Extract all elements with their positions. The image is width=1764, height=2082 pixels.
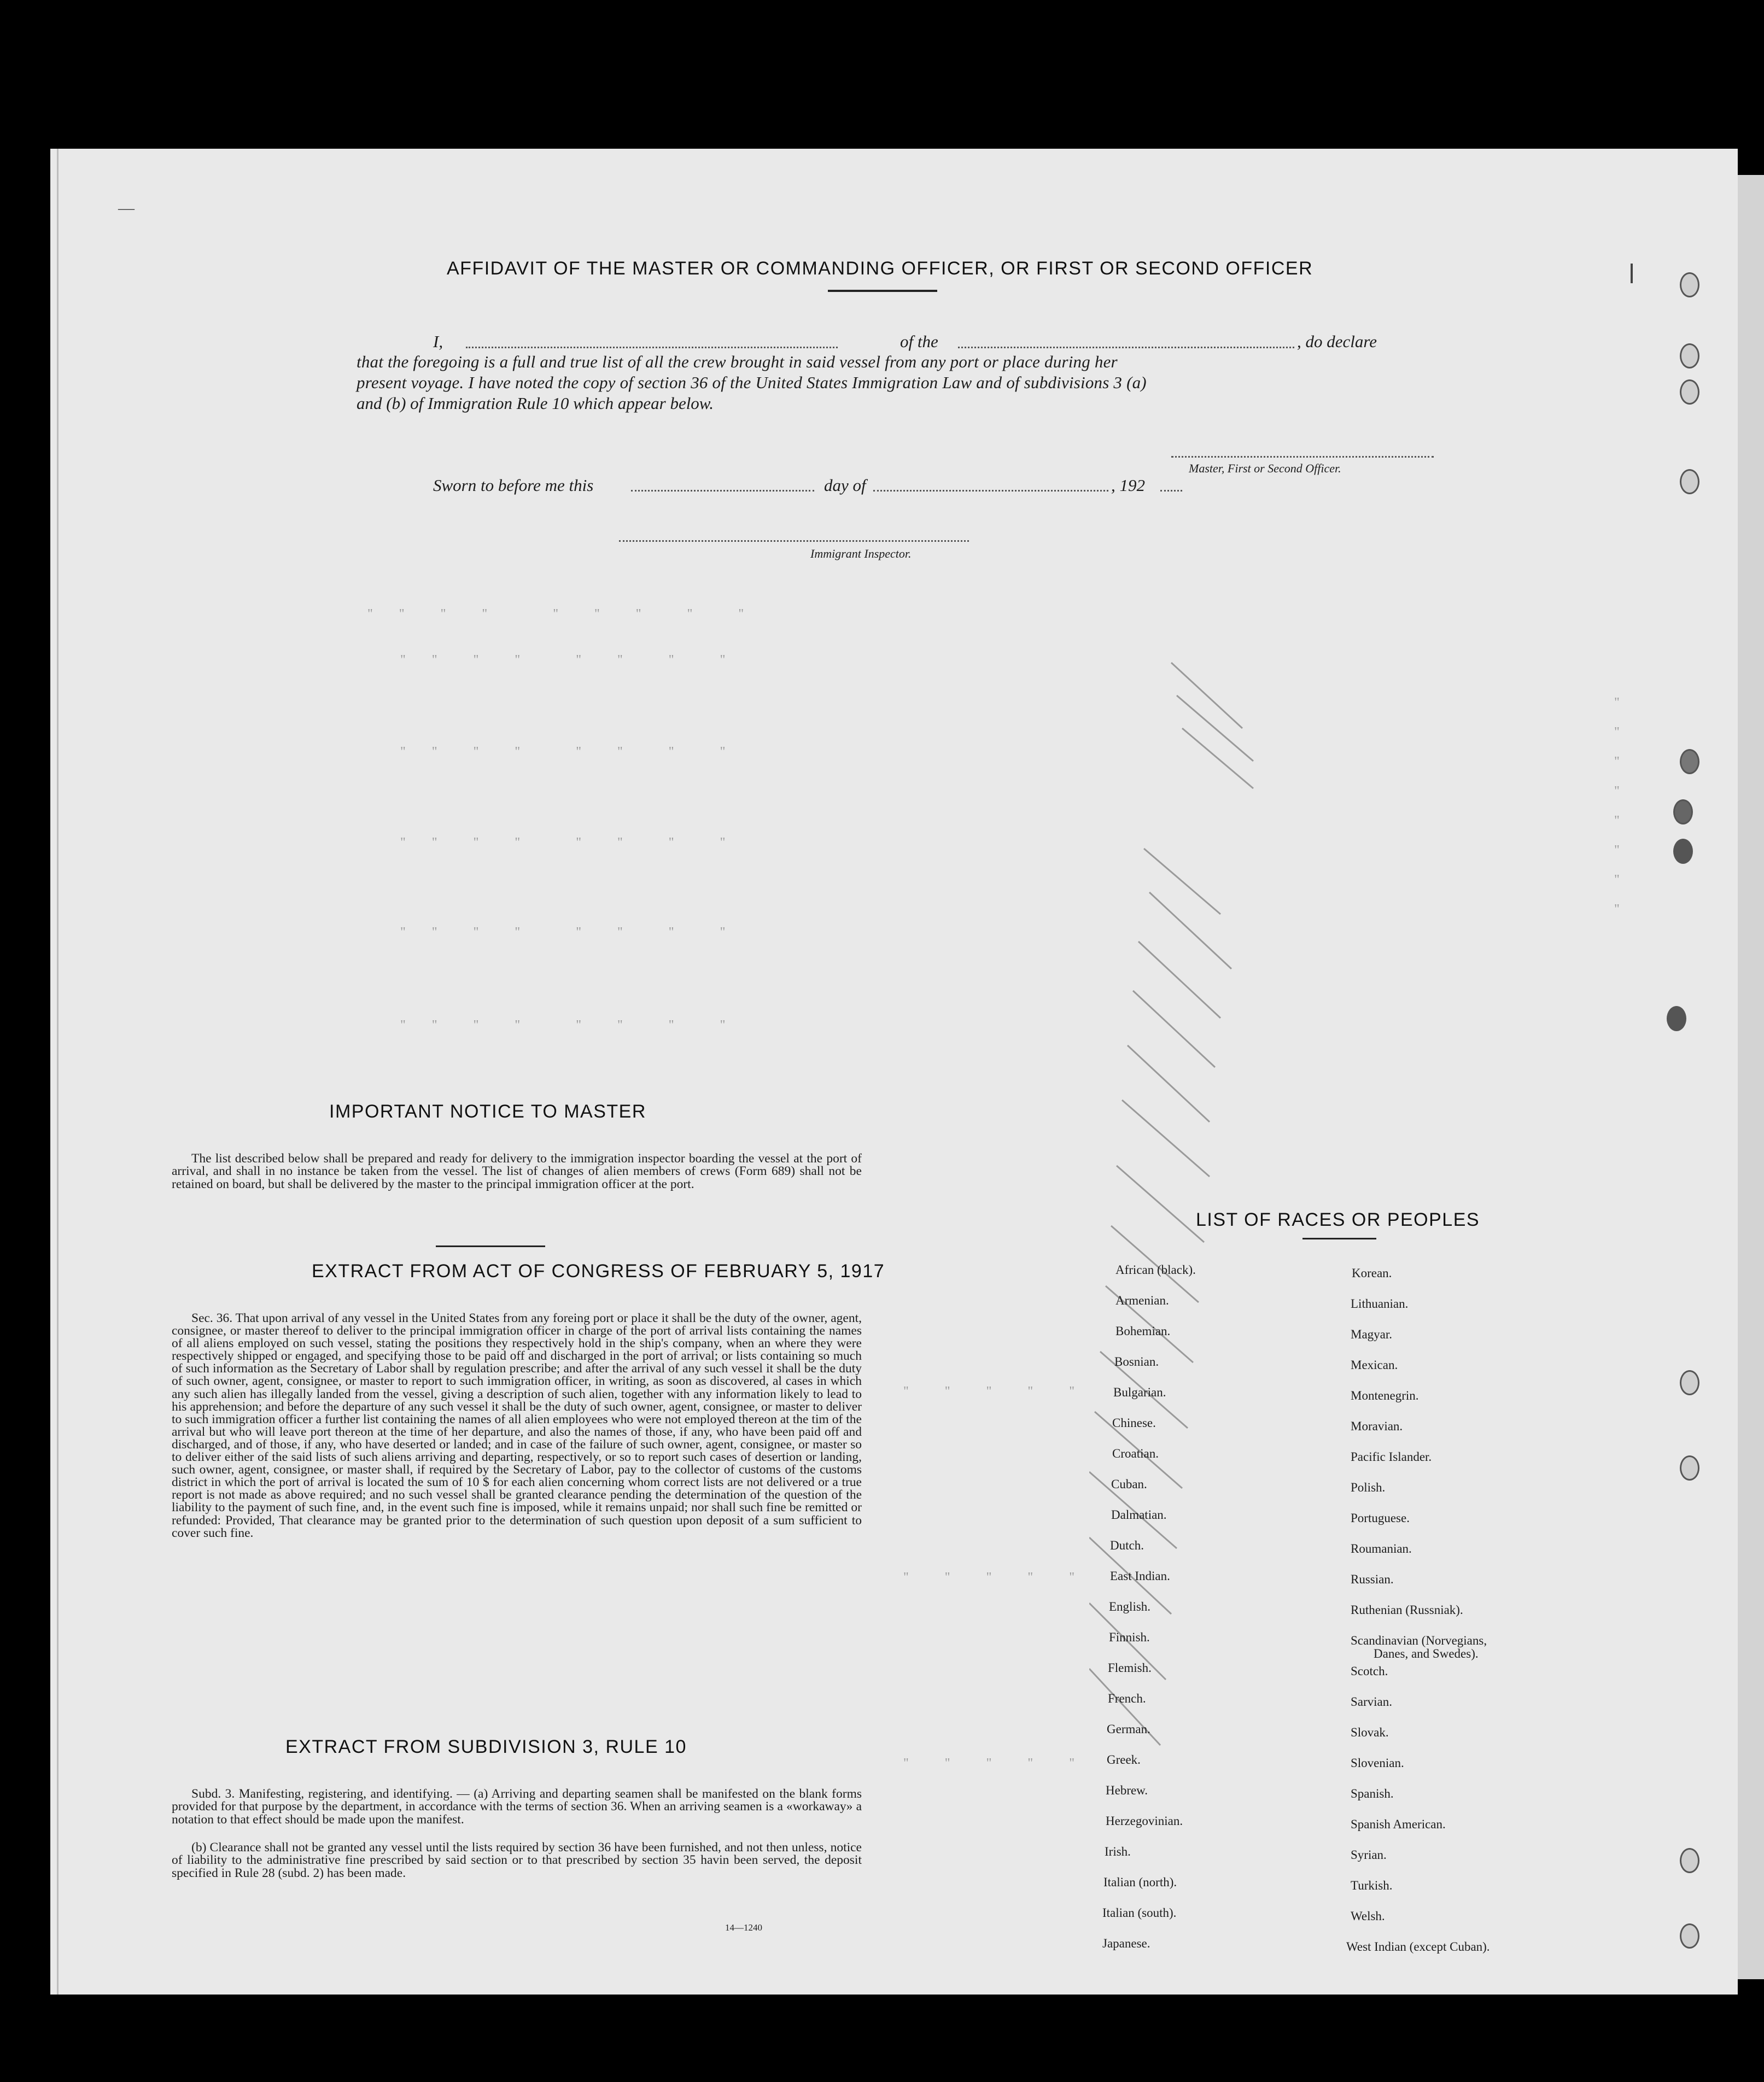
race-item: Danes, and Swedes). [1374, 1647, 1479, 1660]
act-rule [436, 1245, 545, 1247]
affidavit-of-the: of the [900, 332, 938, 351]
binder-hole [1680, 272, 1699, 297]
race-item: Roumanian. [1351, 1542, 1412, 1555]
affidavit-line2: that the foregoing is a full and true list of all the crew brought in said vessel from any port or place during her [357, 352, 1118, 371]
race-item: Magyar. [1351, 1327, 1393, 1341]
binder-hole [1680, 469, 1699, 494]
master-signature-line [1171, 456, 1434, 458]
binder-hole [1680, 1455, 1699, 1481]
race-item: Finnish. [1109, 1630, 1150, 1644]
race-item: Mexican. [1351, 1358, 1398, 1372]
race-item: Welsh. [1351, 1909, 1385, 1923]
race-item: Syrian. [1351, 1848, 1387, 1862]
inspector-caption: Immigrant Inspector. [810, 547, 912, 560]
race-item: English. [1109, 1600, 1151, 1613]
corner-mark: — [118, 199, 135, 217]
race-item: Scotch. [1351, 1664, 1388, 1678]
race-item: Ruthenian (Russniak). [1351, 1603, 1463, 1617]
race-item: Bosnian. [1114, 1355, 1159, 1368]
binder-hole [1680, 343, 1699, 369]
race-item: Hebrew. [1106, 1783, 1148, 1797]
race-item: Scandinavian (Norvegians, [1351, 1634, 1487, 1647]
rule-title: EXTRACT FROM SUBDIVISION 3, RULE 10 [285, 1736, 687, 1757]
race-item: Bulgarian. [1113, 1385, 1166, 1399]
race-item: Bohemian. [1115, 1324, 1171, 1338]
race-item: Croatian. [1112, 1447, 1159, 1460]
affidavit-declare: , do declare [1297, 332, 1377, 351]
sworn-day-blank [631, 490, 814, 492]
race-item: Lithuanian. [1351, 1297, 1409, 1311]
title-rule [828, 290, 937, 292]
race-item: Slovenian. [1351, 1756, 1404, 1770]
race-item: Portuguese. [1351, 1511, 1410, 1525]
year-blank [1160, 490, 1182, 492]
race-item: Russian. [1351, 1572, 1394, 1586]
race-item: Polish. [1351, 1481, 1386, 1494]
left-margin-line [57, 149, 59, 1995]
race-item: West Indian (except Cuban). [1346, 1940, 1490, 1954]
binder-hole [1680, 1923, 1699, 1949]
race-item: Pacific Islander. [1351, 1450, 1432, 1464]
binder-hole [1673, 799, 1693, 824]
race-item: Armenian. [1115, 1294, 1169, 1307]
race-item: Spanish. [1351, 1787, 1394, 1800]
master-caption: Master, First or Second Officer. [1189, 461, 1341, 475]
race-item: Moravian. [1351, 1419, 1403, 1433]
race-item: Montenegrin. [1351, 1389, 1419, 1402]
race-item: African (black). [1115, 1263, 1196, 1277]
act-title: EXTRACT FROM ACT OF CONGRESS OF FEBRUARY 5, 1917 [312, 1261, 885, 1282]
binder-hole [1680, 1848, 1699, 1873]
race-item: Spanish American. [1351, 1817, 1446, 1831]
race-item: Italian (south). [1102, 1906, 1177, 1920]
race-item: East Indian. [1110, 1569, 1170, 1583]
rule-para-a: Subd. 3. Manifesting, registering, and identifying. — (a) Arriving and departing seamen shall be manifested on the blank forms provided for that purpose by the department, in accordance with the terms of section 36. When an arriving seamen is a «workaway» a notation to that effect should be made upon the manifest. [172, 1787, 862, 1827]
day-of-label: day of [824, 476, 866, 495]
race-item: Italian (north). [1103, 1875, 1177, 1889]
document-page: " " " " " " " " " " " " " " " " " " " " " " " " " " " " " " " " " " " " " " " " " " " " " " " " " " " " " " " " " " " " " " " " " " " " " " " " — AFFIDAVIT OF THE MASTER OR COMMANDING OFFICER, OR FIRST OR SECOND OFFICER I, of the , do declare that the foregoing is a full and true list of all the crew brought in said vessel from any port or place during her present voyage. I have noted the copy of section 36 of the United States Immigration Law and of subdivisions 3 (a) and (b) of Immigration Rule 10 which appear below. Master, First or Second Officer. Sworn to before me this day of , 192 Immigrant Inspector. IMPORTANT NOTICE TO MASTER The list described below shall be prepared and ready for delivery to the immigration inspector boarding the vessel at the port of arrival, and shall in no instance be taken from the vessel. The list of changes of alien members of crews (Form 689) shall not be retained on board, but shall be delivered by the master to the principal immigration officer at the port. EXTRACT FROM ACT OF CONGRESS OF FEBRUARY 5, 1917 Sec. 36. That upon arrival of any vessel in the United States from any foreing port or place it shall be the duty of the owner, agent, consignee, or master thereof to deliver to the principal immigration officer in charge of the port of arrival lists containing the names of all aliens employed on such vessel, stating the positions they respectively hold in the ship's company, when an where they were respectively shipped or engaged, and specifying those to be paid off and discharged in the port of arrival; or lists containing so much of such information as the Secretary of Labor shall by regulation prescribe; and after the arrival of any such vessel it shall be the duty of such owner, agent, consignee, or master to report to such immigration officer, in writing, as soon as discovered, al cases in which any such alien has illegally landed from the vessel, giving a description of such alien, together with any information likely to lead to his apprehension; and before the departure of any such vessel it shall be the duty of such owner, agent, consignee, or master to deliver to such immigration officer a further list containing the names of all alien employees who were not employed thereon at the tim of the arrival but who will leave port thereon at the time of her departure, and also the names of those, if any, who have been paid off and discharged, and of those, if any, who have deserted or landed; and in case of the failure of such owner, agent, consignee, or master so to deliver either of the said lists of such aliens arriving and departing, respectively, or so to report such cases of desertion or landing, such owner, agent, consignee, or master shall, if required by the Secretary of Labor, pay to the collector of customs of the customs district in which the port of arrival is located the sum of 10 $ for each alien concerning whom correct lists are not delivered or a true report is not made as above required; and no such vessel shall be granted clearance pending the determination of the question of the liability to the payment of such fine, and, in the event such fine is imposed, while it remains unpaid; nor shall such fine be remitted or refunded: Provided, That clearance may be granted prior to the determination of such question upon deposit of a sum sufficient to cover such fine. EXTRACT FROM SUBDIVISION 3, RULE 10 Subd. 3. Manifesting, registering, and identifying. — (a) Arriving and departing seamen shall be manifested on the blank forms provided for that purpose by the department, in accordance with the terms of section 36. When an arriving seamen is a «workaway» a notation to that effect should be made upon the manifest. (b) Clearance shall not be granted any vessel until the lists required by section 36 have been furnished, and not then unless, notice of liability to the administrative fine prescribed by said section or to that prescribed by section 35 havin been served, the deposit specified in Rule 28 (subd. 2) has been made. 14—1240 LIST OF RACES OR PEOPLES African (black). Armenian. Bohemian. Bosnian. Bulgarian. Chinese. Croatian. Cuban. Dalmatian. Dutch. East Indian. English. Finnish. Flemish. French. German. Greek. Hebrew. Herzegovinian. Irish. Italian (north). Italian (south). Japanese. Korean. Lithuanian. Magyar. Mexican. Montenegrin. Moravian. Pacific Islander. Polish. Portuguese. Roumanian. Russian. Ruthenian (Russniak). Scandinavian (Norvegians, Danes, and Swedes). Scotch. Sarvian. Slovak. Slovenian. Spanish. Spanish American. Syrian. Turkish. Welsh. West Indian (except Cuban). [50, 149, 1738, 1995]
race-item: Turkish. [1351, 1879, 1393, 1892]
race-item: Japanese. [1102, 1937, 1150, 1950]
race-item: Greek. [1107, 1753, 1141, 1767]
races-rule [1302, 1238, 1376, 1239]
affidavit-line3: present voyage. I have noted the copy of section 36 of the United States Immigration Law and of subdivisions 3 (a) [357, 373, 1147, 392]
rule-para-b: (b) Clearance shall not be granted any vessel until the lists required by section 36 have been furnished, and not then unless, notice of liability to the administrative fine prescribed by said section or to that prescribed by section 35 havin been served, the deposit specified in Rule 28 (subd. 2) has been made. [172, 1840, 862, 1880]
race-item: Herzegovinian. [1106, 1814, 1183, 1828]
race-item: Irish. [1105, 1845, 1131, 1858]
binder-hole [1680, 379, 1699, 405]
binder-hole [1673, 839, 1693, 864]
race-item: Flemish. [1108, 1661, 1152, 1675]
affidavit-title: AFFIDAVIT OF THE MASTER OR COMMANDING OFFICER, OR FIRST OR SECOND OFFICER [447, 258, 1313, 279]
race-item: Dalmatian. [1111, 1508, 1167, 1522]
race-item: Slovak. [1351, 1726, 1389, 1739]
sworn-month-blank [873, 490, 1108, 492]
race-item: Chinese. [1112, 1416, 1156, 1430]
page-edge-strip [1738, 175, 1764, 1979]
races-title: LIST OF RACES OR PEOPLES [1196, 1209, 1480, 1230]
inspector-signature-line [619, 540, 969, 542]
binder-hole [1667, 1006, 1686, 1031]
race-item: German. [1107, 1722, 1150, 1736]
margin-tick [1631, 264, 1633, 283]
notice-title: IMPORTANT NOTICE TO MASTER [329, 1101, 646, 1122]
binder-hole [1680, 1370, 1699, 1395]
race-item: Cuban. [1111, 1477, 1147, 1491]
year-label: , 192 [1111, 476, 1145, 495]
act-text: Sec. 36. That upon arrival of any vessel in the United States from any foreing port or place it shall be the duty of the owner, agent, consignee, or master thereof to deliver to the principal immigration officer in charge of the port of arrival lists containing the names of all aliens employed on such vessel, stating the positions they respectively hold in the ship's company, when an where they were respectively shipped or engaged, and specifying those to be paid off and discharged in the port of arrival; or lists containing so much of such information as the Secretary of Labor shall by regulation prescribe; and after the arrival of any such vessel it shall be the duty of such owner, agent, consignee, or master to report to such immigration officer, in writing, as soon as discovered, al cases in which any such alien has illegally landed from the vessel, giving a description of such alien, together with any information likely to lead to his apprehension; and before the departure of any such vessel it shall be the duty of such owner, agent, consignee, or master to deliver to such immigration officer a further list containing the names of all alien employees who were not employed thereon at the tim of the arrival but who will leave port thereon at the time of her departure, and also the names of those, if any, who have been paid off and discharged, and of those, if any, who have deserted or landed; and in case of the failure of such owner, agent, consignee, or master so to deliver either of the said lists of such aliens arriving and departing, respectively, or so to report such cases of desertion or landing, such owner, agent, consignee, or master shall, if required by the Secretary of Labor, pay to the collector of customs of the customs district in which the port of arrival is located the sum of 10 $ for each alien concerning whom correct lists are not delivered or a true report is not made as above required; and no such vessel shall be granted clearance pending the determination of the question of the liability to the payment of such fine, and, in the event such fine is imposed, while it remains unpaid; nor shall such fine be remitted or refunded: Provided, That clearance may be granted prior to the determination of such question upon deposit of a sum sufficient to cover such fine. [172, 1311, 862, 1540]
affidavit-line4: and (b) of Immigration Rule 10 which appear below. [357, 394, 714, 413]
race-item: Korean. [1352, 1266, 1392, 1280]
name-blank [466, 347, 838, 348]
affidavit-i: I, [433, 332, 443, 351]
sworn-label: Sworn to before me this [433, 476, 594, 495]
vessel-blank [958, 347, 1294, 348]
binder-hole [1680, 749, 1699, 774]
form-number: 14—1240 [725, 1922, 762, 1933]
race-item: Dutch. [1110, 1539, 1144, 1552]
notice-text: The list described below shall be prepared and ready for delivery to the immigration inspector boarding the vessel at the port of arrival, and shall in no instance be taken from the vessel. The list of changes of alien members of crews (Form 689) shall not be retained on board, but shall be delivered by the master to the principal immigration officer at the port. [172, 1151, 862, 1191]
race-item: French. [1108, 1692, 1146, 1705]
race-item: Sarvian. [1351, 1695, 1393, 1709]
